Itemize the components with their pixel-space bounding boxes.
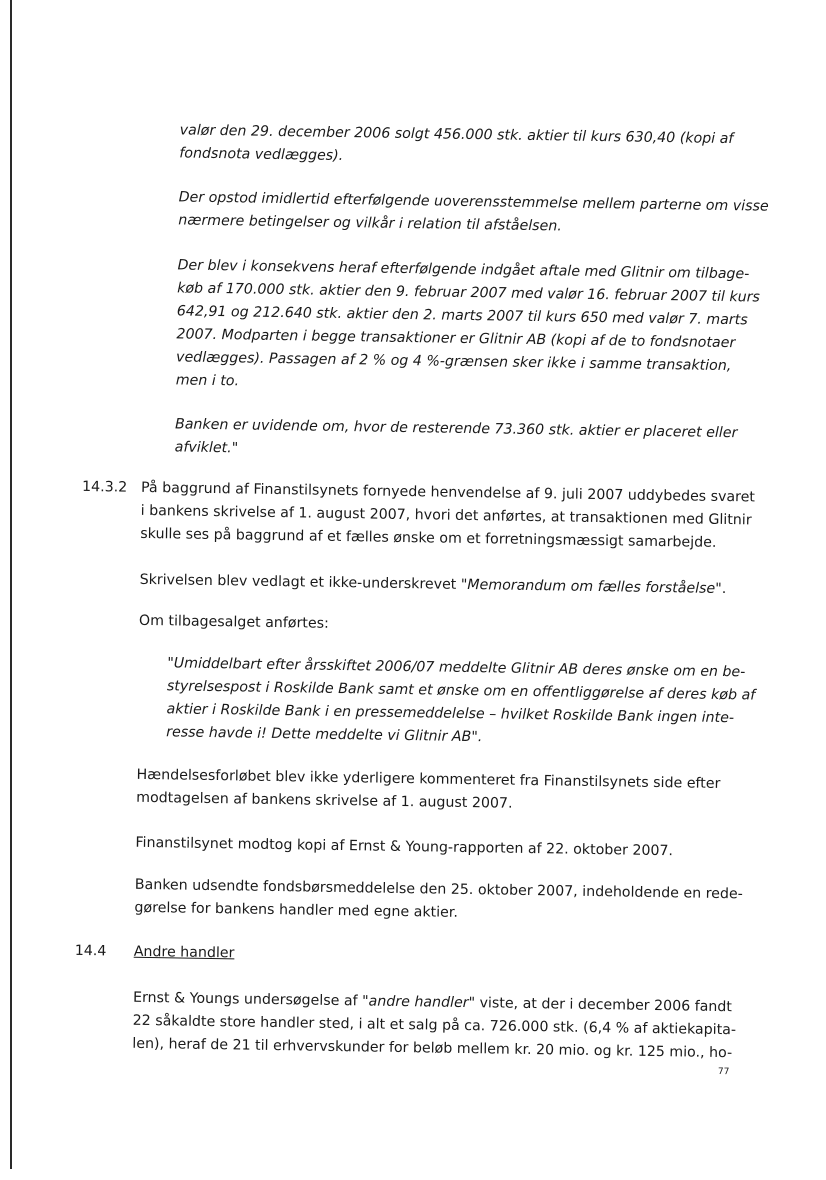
- text-line: valør den 29. december 2006 solgt 456.000 stk. aktier til kurs 630,40 (kopi af: [179, 122, 734, 148]
- text-line: nærmere betingelser og vilkår i relation til afståelsen.: [178, 212, 562, 235]
- text-line: 22 såkaldte store handler sted, i alt et salg på ca. 726.000 stk. (6,4 % af aktiekapita-: [132, 1012, 737, 1039]
- text-line: Banken er uvidende om, hvor de resterende 73.360 stk. aktier er placeret eller: [174, 416, 738, 442]
- text-line: "Umiddelbart efter årsskiftet 2006/07 meddelte Glitnir AB deres ønske om en be-: [167, 655, 746, 681]
- text-line: skulle ses på baggrund af et fælles ønske om et forretningsmæssigt samarbejde.: [140, 525, 717, 551]
- text-run: " viste, at der i december 2006 fandt: [468, 995, 733, 1016]
- text-run: Ernst & Youngs undersøgelse af ": [132, 989, 369, 1010]
- quote-paragraph-2: [178, 186, 769, 241]
- section-14-4-heading: Andre handler: [133, 943, 235, 962]
- section-14-3-2-paragraph-2: [139, 569, 726, 601]
- quote-paragraph-3: [176, 254, 761, 401]
- section-14-3-2-quote: [166, 652, 756, 753]
- text-line: len), heraf de 21 til erhvervskunder for beløb mellem kr. 20 mio. og kr. 125 mio., ho-: [132, 1035, 733, 1062]
- text-line: aktier i Roskilde Bank i en pressemeddelelse – hvilket Roskilde Bank ingen inte-: [166, 701, 735, 727]
- section-14-3-2-paragraph-3: Om tilbagesalget anførtes:: [138, 612, 329, 632]
- section-number-14-4: 14.4: [74, 942, 107, 960]
- text-line: 2007. Modparten i begge transaktioner er Glitnir AB (kopi af de to fondsnotaer: [176, 326, 736, 352]
- section-14-3-2-paragraph-6: [134, 874, 743, 930]
- text-line: vedlægges). Passagen af 2 % og 4 %-grænsen sker ikke i samme transaktion,: [175, 349, 732, 375]
- text-line: Banken udsendte fondsbørsmeddelelse den 25. oktober 2007, indeholdende en rede-: [134, 876, 743, 903]
- text-run-italic: andre handler: [368, 993, 469, 1012]
- text-run: Skrivelsen blev vedlagt et ikke-underskrevet ": [139, 571, 468, 593]
- section-14-3-2-paragraph-1: [140, 477, 755, 556]
- text-run: ".: [715, 580, 727, 598]
- text-line: modtagelsen af bankens skrivelse af 1. august 2007.: [136, 789, 513, 812]
- text-line: fondsnota vedlægges).: [179, 145, 344, 164]
- section-14-4-paragraph-1: [132, 987, 736, 1065]
- memorandum-title: Memorandum om fælles forståelse: [467, 576, 716, 597]
- section-number-14-3-2: 14.3.2: [81, 478, 128, 496]
- text-line: gørelse for bankens handler med egne aktier.: [134, 899, 459, 921]
- quote-paragraph-4: [175, 413, 738, 468]
- quote-paragraph-1: [179, 119, 733, 174]
- text-line: resse havde i! Dette meddelte vi Glitnir AB".: [166, 724, 483, 746]
- text-line: Der opstod imidlertid efterfølgende uoverensstemmelse mellem parterne om visse: [178, 189, 769, 215]
- text-line: i bankens skrivelse af 1. august 2007, hvori det anførtes, at transaktionen med Glitnir: [140, 502, 752, 529]
- page-number: 77: [717, 1066, 730, 1078]
- text-line: styrelsespost i Roskilde Bank samt et ønske om en offentliggørelse af deres køb af: [166, 678, 756, 704]
- text-line: køb af 170.000 stk. aktier den 9. februar 2007 med valør 16. februar 2007 til kurs: [177, 280, 761, 306]
- text-line: 642,91 og 212.640 stk. aktier den 2. marts 2007 til kurs 650 med valør 7. marts: [176, 303, 748, 329]
- text-line: afviklet.": [174, 439, 239, 457]
- text-line: men i to.: [175, 372, 240, 390]
- section-14-3-2-paragraph-5: Finanstilsynet modtog kopi af Ernst & Young-rapporten af 22. oktober 2007.: [135, 834, 674, 860]
- section-14-3-2-paragraph-4: [136, 764, 721, 819]
- text-line: Hændelsesforløbet blev ikke yderligere kommenteret fra Finanstilsynets side efter: [136, 766, 721, 792]
- text-line: Der blev i konsekvens heraf efterfølgende indgået aftale med Glitnir om tilbage-: [177, 257, 750, 283]
- text-line: På baggrund af Finanstilsynets fornyede henvendelse af 9. juli 2007 uddybedes svaret: [140, 479, 756, 506]
